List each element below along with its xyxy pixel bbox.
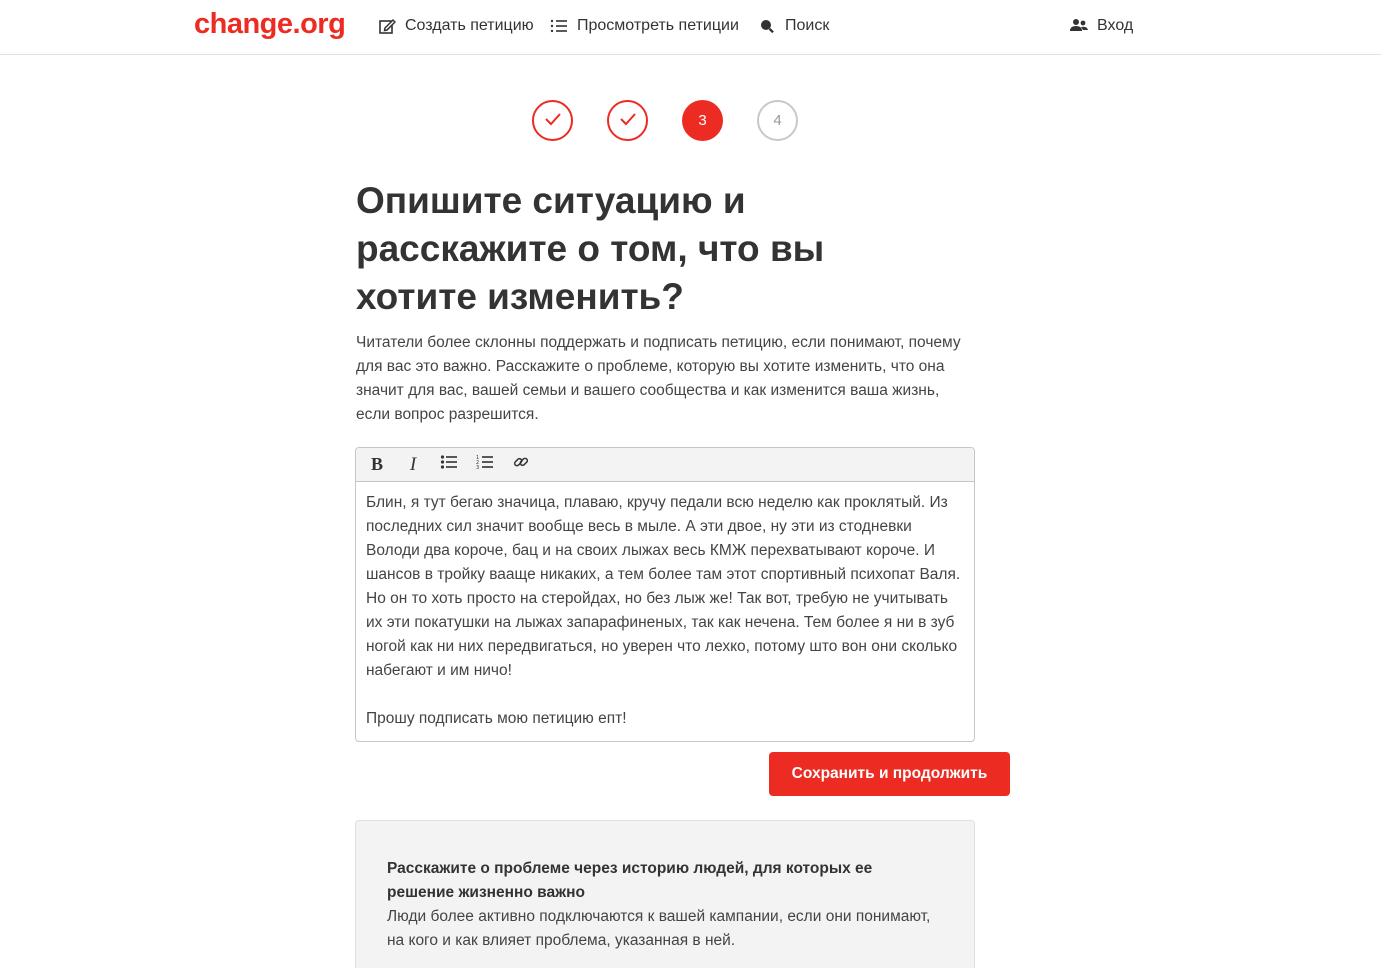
step-2-completed[interactable] [607,100,648,141]
bulleted-list-button[interactable] [438,454,460,476]
editor-paragraph: Блин, я тут бегаю значица, плаваю, кручу педали всю неделю как проклятый. Из последних сил значит вообще весь в мыле. А эти двое, ну эти из стодневки Володи два короче, бац и на своих лыжах весь КМЖ перехватывают короче. И шансов в тройку вааще никаких, а тем более там этот спортивный психопат Валя. Но он то хоть просто на стеройдах, но без лыж же! Так вот, требую не учитывать их эти покатушки на лыжах запарафиненых, так как нечена. Тем более я ни в зуб ногой как ни них передвигаться, но уверен что лехко, потому што вон они сколько набегают и им ничо! [366,494,961,679]
search-icon [757,16,777,36]
checkmark-icon [543,111,563,131]
svg-text:3: 3 [476,465,480,470]
tip-text: Люди более активно подключаются к вашей кампании, если они понимают, на кого и как влияет проблема, указанная в ней. [387,908,931,949]
bulleted-list-icon [440,454,458,475]
svg-text:1: 1 [476,455,480,461]
nav-create-petition[interactable] [377,16,534,36]
editor-paragraph: Прошу подписать мою петицию епт! [366,710,627,727]
italic-button[interactable]: I [409,453,417,475]
users-icon [1069,16,1089,36]
nav-create-label: Создать петицию [405,17,534,34]
nav-browse-petitions[interactable] [549,16,739,36]
numbered-list-icon [476,454,494,475]
writing-tip-box [355,820,975,968]
nav-search-label: Поиск [785,17,830,34]
progress-stepper [532,100,798,141]
checkmark-icon [618,111,638,131]
link-icon [512,453,530,476]
step-3-number: 3 [698,112,707,129]
petition-story-editor[interactable] [355,447,975,742]
insert-link-button[interactable] [510,454,532,476]
pencil-square-icon [377,16,397,36]
nav-login-label: Вход [1097,17,1134,34]
nav-browse-label: Просмотреть петиции [577,17,739,34]
top-header [0,0,1381,55]
nav-search[interactable] [757,16,829,36]
list-icon [549,16,569,36]
step-4-pending [757,100,798,141]
page-description: Читатели более склонны поддержать и подписать петицию, если понимают, почему для вас это важно. Расскажите о проблеме, которую вы хотите изменить, что она значит для вас, вашей семьи и вашего сообщества и как изменится ваша жизнь, если вопрос разрешится. [356,334,961,423]
change-org-logo[interactable]: change.org [194,8,346,40]
page-title: Опишите ситуацию и расскажите о том, что вы хотите изменить? [356,180,825,317]
bold-button[interactable]: B [370,454,383,474]
editor-toolbar [356,448,974,482]
nav-login[interactable] [1069,16,1133,36]
numbered-list-button[interactable] [474,454,496,476]
svg-text:2: 2 [476,460,480,466]
editor-content[interactable] [356,482,974,731]
step-1-completed[interactable] [532,100,573,141]
step-4-number: 4 [773,112,782,129]
step-3-current [682,100,723,141]
tip-title: Расскажите о проблеме через историю людей, для которых ее решение жизненно важно [387,860,873,901]
save-and-continue-button[interactable]: Сохранить и продолжить [769,752,1010,796]
